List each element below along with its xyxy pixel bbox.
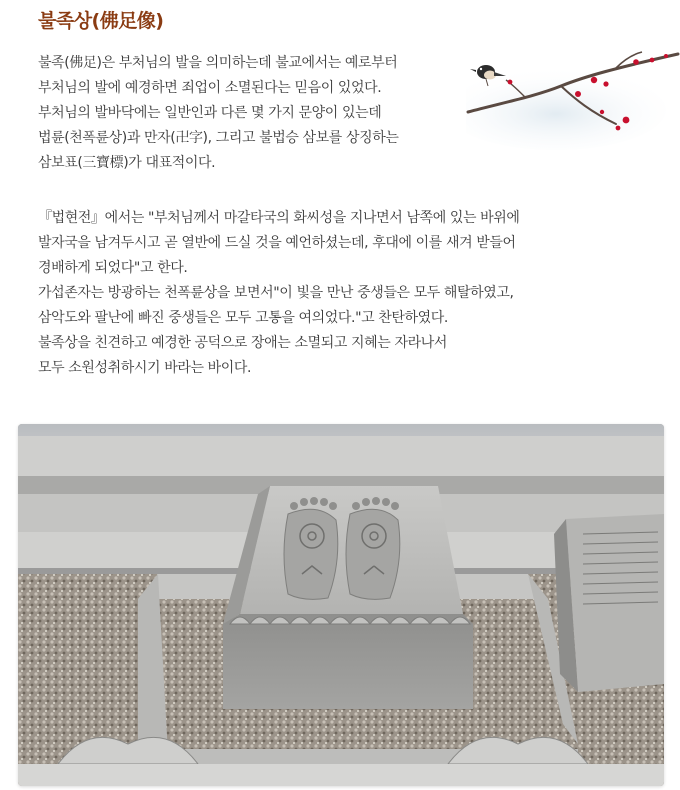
text-line: 불족(佛足)은 부처님의 발을 의미하는데 불교에서는 예로부터 [38, 55, 398, 71]
text-line: 발자국을 남겨두시고 곧 열반에 드실 것을 예언하셨는데, 후대에 이를 새겨 받들어 [38, 235, 516, 251]
text-line: 삼악도와 팔난에 빠진 중생들은 모두 고통을 여의었다."고 찬탄하였다. [38, 310, 448, 326]
text-line: 불족상을 친견하고 예경한 공덕으로 장애는 소멸되고 지혜는 자라나서 [38, 335, 447, 351]
buddha-footprint-photo [18, 424, 664, 786]
text-line: 경배하게 되었다"고 한다. [38, 260, 188, 276]
text-line: 『법현전』에서는 "부처님께서 마갈타국의 화씨성을 지나면서 남쪽에 있는 바위에 [38, 210, 520, 226]
text-line: 모두 소원성취하시기 바라는 바이다. [38, 360, 252, 376]
intro-paragraph [38, 51, 638, 176]
text-line: 가섭존자는 방광하는 천폭륜상을 보면서"이 빛을 만난 중생들은 모두 해탈하였고, [38, 285, 514, 301]
text-line: 법륜(천폭륜상)과 만자(卍字), 그리고 불법승 삼보를 상징하는 [38, 130, 399, 146]
text-line: 삼보표(三寶標)가 대표적이다. [38, 155, 216, 171]
text-line: 부처님의 발에 예경하면 죄업이 소멸된다는 믿음이 있었다. [38, 80, 382, 96]
page-title: 불족상(佛足像) [38, 10, 164, 32]
story-paragraph [38, 206, 638, 381]
text-line: 부처님의 발바닥에는 일반인과 다른 몇 가지 문양이 있는데 [38, 105, 382, 121]
